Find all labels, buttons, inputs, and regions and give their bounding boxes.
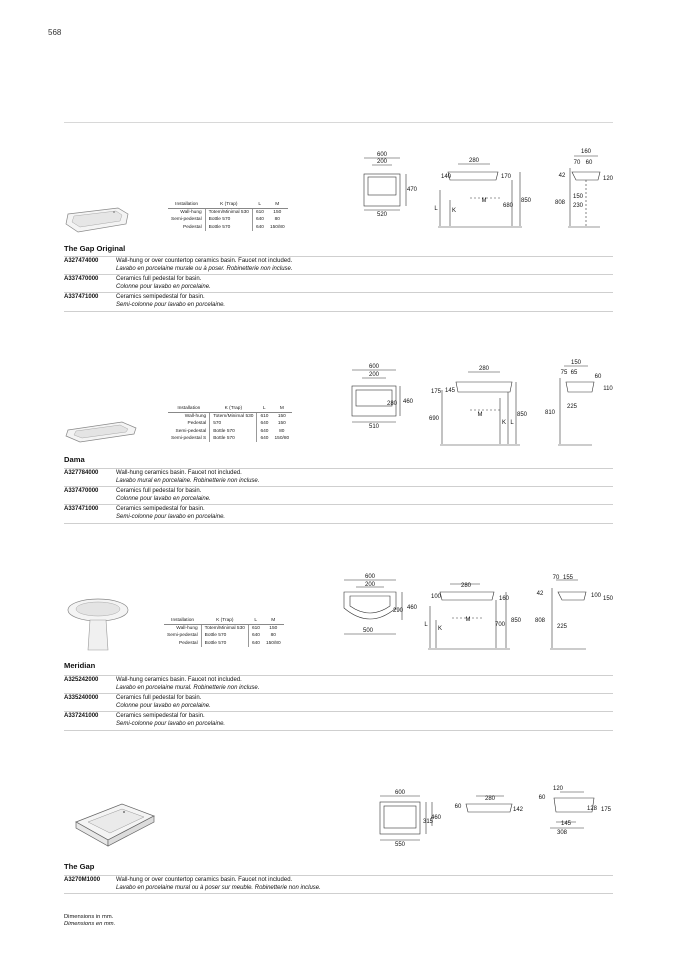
- spec-header: K (Trap): [201, 617, 248, 625]
- spec-cell: 610: [248, 625, 263, 633]
- desc-en: Ceramics full pedestal for basin.: [116, 488, 202, 495]
- dim-label: 70: [552, 575, 560, 581]
- dim-label: 600: [394, 790, 406, 796]
- dim-label: 600: [364, 574, 376, 580]
- dim-label: 60: [454, 804, 462, 810]
- spec-cell: 640: [257, 420, 272, 427]
- spec-cell: 150/80: [274, 435, 290, 441]
- dim-label: K: [437, 626, 443, 632]
- page-number: 568: [48, 28, 62, 37]
- dim-label: 175: [600, 807, 612, 813]
- spec-cell-text: 570: [226, 435, 235, 441]
- product-image-dama: [64, 412, 140, 451]
- spec-cell-text: Bottle: [208, 217, 221, 223]
- spec-cell: Wall-hung: [176, 626, 198, 632]
- product-description: [116, 676, 613, 694]
- dim-label: 308: [556, 830, 568, 836]
- dim-label: 160: [580, 149, 592, 155]
- dim-label: 128: [586, 806, 598, 812]
- spec-cell: 640: [248, 640, 263, 647]
- dim-label: 145: [560, 821, 572, 827]
- section-title: Meridian: [64, 661, 96, 670]
- dim-label: 60: [594, 374, 602, 380]
- desc-en: Ceramics semipedestal for basin.: [116, 506, 205, 513]
- spec-cell: [210, 428, 257, 435]
- dim-label: 850: [516, 412, 528, 418]
- product-row: [64, 676, 613, 694]
- desc-en: Wall-hung or over countertop ceramics basin. Faucet not included.: [116, 877, 293, 883]
- dim-label: L: [510, 420, 514, 426]
- spec-cell: 640: [252, 224, 267, 231]
- product-list-the-gap: [64, 875, 613, 894]
- dim-label: 120: [552, 786, 564, 792]
- dim-label: 110: [603, 386, 613, 392]
- product-list-meridian: [64, 675, 613, 731]
- spec-table-meridian: [164, 617, 284, 647]
- dim-label: M: [477, 412, 483, 418]
- product-row: [64, 293, 613, 311]
- technical-drawing-dama: [340, 358, 620, 450]
- product-code: A337470000: [64, 487, 116, 505]
- product-description: [116, 257, 613, 275]
- dim-label: 690: [428, 416, 440, 422]
- product-image-gap-original: [64, 200, 132, 241]
- product-row: [64, 505, 613, 523]
- spec-cell: 80: [274, 217, 280, 223]
- product-row: [64, 712, 613, 730]
- desc-fr: Semi-colonne pour lavabo en porcelaine.: [116, 720, 226, 727]
- dim-label: 850: [510, 618, 522, 624]
- spec-table-dama: [168, 405, 292, 442]
- dim-label: 850: [520, 198, 532, 204]
- dim-label: 510: [368, 424, 380, 430]
- spec-cell: Totem/Minimal 530: [201, 625, 248, 633]
- dim-label: 280: [386, 401, 398, 407]
- dim-label: 680: [502, 203, 514, 209]
- dim-label: M: [481, 198, 487, 204]
- dim-label: 470: [406, 187, 418, 193]
- dim-label: 280: [460, 583, 472, 589]
- spec-cell-text: Bottle: [213, 428, 226, 434]
- spec-cell-text: 570: [222, 217, 231, 223]
- spec-header: K (Trap): [210, 405, 257, 413]
- desc-en: Wall-hung ceramics basin. Faucet not included.: [116, 677, 242, 683]
- dim-label: K: [501, 420, 507, 426]
- dim-label: 460: [402, 399, 414, 405]
- dim-label: 200: [364, 582, 376, 588]
- spec-cell-text: Bottle: [204, 640, 217, 646]
- spec-cell: 150/80: [269, 224, 285, 230]
- dim-label: 145: [444, 388, 456, 394]
- spec-cell: 640: [257, 428, 272, 435]
- spec-cell: Semi-pedestal S: [171, 435, 207, 441]
- desc-fr: Colonne pour lavabo en porcelaine.: [116, 283, 211, 290]
- dim-label: 500: [362, 628, 374, 634]
- desc-en: Wall-hung ceramics basin. Faucet not included.: [116, 470, 242, 476]
- footer-fr: Dimensions en mm.: [64, 921, 116, 928]
- spec-cell: [205, 216, 252, 223]
- desc-en: Wall-hung or over countertop ceramics basin. Faucet not included.: [116, 258, 293, 264]
- spec-cell: Totem/Minimal 530: [210, 413, 257, 421]
- spec-cell: Pedestal: [179, 640, 198, 646]
- product-description: [116, 876, 613, 894]
- product-description: [116, 505, 613, 523]
- product-image-meridian: [64, 590, 134, 663]
- dim-label: 200: [368, 372, 380, 378]
- dim-label: 60: [538, 795, 546, 801]
- dim-label: 70: [573, 160, 581, 166]
- dim-label: 60: [585, 160, 593, 166]
- dim-label: M: [465, 617, 471, 623]
- spec-cell: 610: [257, 413, 272, 421]
- technical-drawing-gap-original: [350, 144, 620, 236]
- dim-label: 810: [544, 410, 556, 416]
- product-row: [64, 694, 613, 712]
- dim-label: 150: [572, 194, 584, 200]
- spec-header: Installation: [168, 201, 205, 209]
- product-image-the-gap: [72, 800, 158, 855]
- spec-cell-text: 570: [218, 633, 227, 639]
- dim-label: 42: [536, 591, 544, 597]
- spec-header: Installation: [164, 617, 201, 625]
- spec-header: M: [263, 617, 284, 625]
- spec-cell: 150/80: [265, 640, 281, 646]
- product-code: A337470000: [64, 275, 116, 293]
- dim-label: 280: [468, 158, 480, 164]
- footer-en: Dimensions in mm.: [64, 914, 114, 920]
- product-row: [64, 487, 613, 505]
- spec-cell: Semi-pedestal: [167, 633, 198, 639]
- dim-label: 65: [570, 370, 578, 376]
- product-description: [116, 694, 613, 712]
- product-code: A337241000: [64, 712, 116, 730]
- desc-en: Ceramics semipedestal for basin.: [116, 294, 205, 301]
- spec-cell: Pedestal: [183, 224, 202, 230]
- dim-label: 600: [368, 364, 380, 370]
- spec-cell: 80: [270, 633, 276, 639]
- spec-cell: 640: [252, 216, 267, 223]
- product-description: [116, 293, 613, 311]
- spec-cell: Totem/Minimal 530: [205, 209, 252, 217]
- desc-fr: Semi-colonne pour lavabo en porcelaine.: [116, 513, 226, 520]
- dim-label: 290: [392, 608, 404, 614]
- spec-cell: Semi-pedestal: [171, 217, 202, 223]
- spec-cell: 150: [277, 421, 286, 427]
- dim-label: 520: [376, 212, 388, 218]
- spec-cell: [210, 420, 257, 427]
- dim-label: 100: [590, 593, 602, 599]
- product-code: A327784000: [64, 469, 116, 487]
- product-row: [64, 257, 613, 275]
- desc-en: Ceramics full pedestal for basin.: [116, 276, 202, 283]
- dim-label: 700: [494, 622, 506, 628]
- spec-cell-text: Bottle: [213, 435, 226, 441]
- spec-cell-text: Bottle: [208, 224, 221, 230]
- dim-label: 140: [440, 174, 452, 180]
- desc-fr: Lavabo en porcelaine murale ou à poser. Robinetterie non incluse.: [116, 265, 293, 272]
- dim-label: 600: [376, 152, 388, 158]
- technical-drawing-the-gap: [370, 782, 620, 848]
- dim-label: 155: [562, 575, 574, 581]
- dim-label: 460: [430, 815, 442, 821]
- dim-label: 150: [602, 596, 614, 602]
- desc-fr: Semi-colonne pour lavabo en porcelaine.: [116, 301, 226, 308]
- dim-label: 230: [572, 203, 584, 209]
- product-code: A325242000: [64, 676, 116, 694]
- product-row: [64, 876, 613, 894]
- product-code: A327474000: [64, 257, 116, 275]
- desc-fr: Lavabo mural en porcelaine. Robinetterie non incluse.: [116, 477, 260, 484]
- dim-label: 280: [478, 366, 490, 372]
- dim-label: 175: [430, 389, 442, 395]
- spec-cell: [210, 435, 257, 442]
- spec-cell-text: 570: [213, 421, 222, 427]
- spec-cell: 150: [273, 210, 282, 216]
- product-list-dama: [64, 468, 613, 524]
- section-title: The Gap: [64, 862, 95, 871]
- desc-fr: Lavabo en porcelaine mural ou à poser sur meuble. Robinetterie non incluse.: [116, 884, 321, 891]
- product-code: A337471000: [64, 505, 116, 523]
- dim-label: K: [451, 208, 457, 214]
- dim-label: 460: [406, 605, 418, 611]
- spec-cell: 640: [257, 435, 272, 442]
- dim-label: 75: [560, 370, 568, 376]
- dim-label: 170: [500, 174, 512, 180]
- product-row: [64, 469, 613, 487]
- product-row: [64, 275, 613, 293]
- dim-label: 200: [376, 159, 388, 165]
- spec-header: K (Trap): [205, 201, 252, 209]
- desc-fr: Lavabo en porcelaine mural. Robinetterie non incluse.: [116, 684, 260, 691]
- dim-label: 315: [422, 819, 434, 825]
- spec-header: L: [248, 617, 263, 625]
- top-divider: [64, 122, 613, 123]
- spec-cell: [205, 224, 252, 231]
- dim-label: L: [434, 206, 438, 212]
- product-list-gap-original: [64, 256, 613, 312]
- spec-cell: 80: [279, 428, 285, 434]
- spec-cell: Wall-hung: [180, 210, 202, 216]
- spec-cell: [201, 632, 248, 639]
- spec-cell: 640: [248, 632, 263, 639]
- spec-table-gap-original: [168, 201, 288, 231]
- spec-header: L: [257, 405, 272, 413]
- spec-header: Installation: [168, 405, 210, 413]
- spec-cell: Semi-pedestal: [175, 428, 207, 434]
- section-title: Dama: [64, 455, 85, 464]
- spec-cell: Wall-hung: [184, 414, 207, 420]
- product-description: [116, 487, 613, 505]
- desc-en: Ceramics full pedestal for basin.: [116, 695, 202, 702]
- dim-label: 150: [570, 360, 582, 366]
- footer-note: [64, 914, 115, 929]
- dim-label: 280: [484, 796, 496, 802]
- spec-cell-text: Bottle: [204, 633, 217, 639]
- dim-label: 225: [566, 404, 578, 410]
- spec-cell: Pedestal: [187, 421, 207, 427]
- dim-label: 42: [558, 173, 566, 179]
- dim-label: 808: [554, 200, 566, 206]
- desc-en: Ceramics semipedestal for basin.: [116, 713, 205, 720]
- product-code: A337471000: [64, 293, 116, 311]
- spec-header: M: [271, 405, 292, 413]
- product-description: [116, 712, 613, 730]
- section-title: The Gap Original: [64, 244, 126, 253]
- desc-fr: Colonne pour lavabo en porcelaine.: [116, 702, 211, 709]
- spec-cell-text: 570: [226, 428, 235, 434]
- product-code: A335240000: [64, 694, 116, 712]
- spec-cell-text: 570: [222, 224, 231, 230]
- dim-label: 100: [430, 594, 442, 600]
- product-description: [116, 469, 613, 487]
- dim-label: 160: [498, 596, 510, 602]
- product-code: A3270M1000: [64, 876, 116, 894]
- product-description: [116, 275, 613, 293]
- spec-header: L: [252, 201, 267, 209]
- spec-header: M: [267, 201, 288, 209]
- spec-cell: [201, 640, 248, 647]
- dim-label: 808: [534, 618, 546, 624]
- spec-cell: 610: [252, 209, 267, 217]
- dim-label: 120: [602, 176, 614, 182]
- spec-cell: 150: [277, 414, 286, 420]
- technical-drawing-meridian: [330, 570, 620, 654]
- dim-label: 550: [394, 842, 406, 848]
- spec-cell: 150: [269, 626, 278, 632]
- dim-label: L: [424, 622, 428, 628]
- dim-label: 142: [512, 807, 524, 813]
- spec-cell-text: 570: [218, 640, 227, 646]
- desc-fr: Colonne pour lavabo en porcelaine.: [116, 495, 211, 502]
- dim-label: 225: [556, 624, 568, 630]
